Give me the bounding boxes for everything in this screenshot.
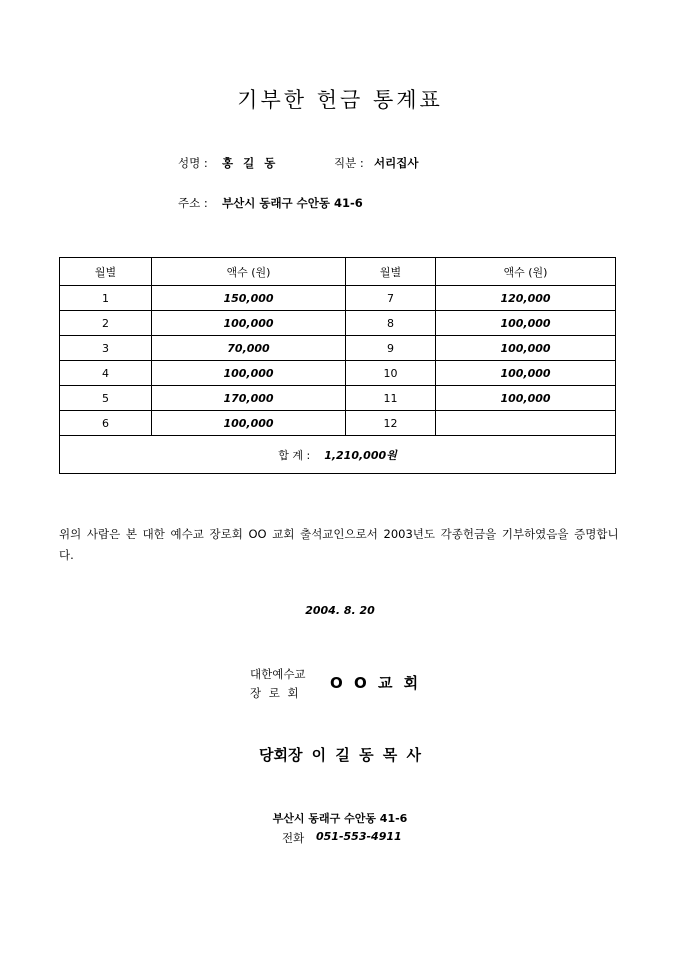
month-cell: 9 bbox=[346, 336, 436, 361]
amount-cell bbox=[436, 411, 616, 436]
total-label: 합 계 : bbox=[278, 448, 311, 462]
amount-cell: 100,000 bbox=[436, 311, 616, 336]
amount-cell: 70,000 bbox=[152, 336, 346, 361]
church-name: O O 교 회 bbox=[330, 674, 422, 692]
month-cell: 11 bbox=[346, 386, 436, 411]
org-line1: 대한예수교 bbox=[250, 667, 306, 681]
name-label: 성명 : bbox=[178, 156, 208, 170]
amount-cell: 170,000 bbox=[152, 386, 346, 411]
header-amount: 액수 (원) bbox=[436, 258, 616, 286]
position-value: 서리집사 bbox=[374, 156, 419, 170]
table-row bbox=[60, 411, 616, 436]
document-title: 기부한 헌금 통계표 bbox=[237, 88, 443, 112]
month-cell: 6 bbox=[60, 411, 152, 436]
table-header-row bbox=[60, 258, 616, 286]
header-amount: 액수 (원) bbox=[152, 258, 346, 286]
header-month: 월별 bbox=[60, 258, 152, 286]
amount-cell: 100,000 bbox=[436, 336, 616, 361]
amount-cell: 120,000 bbox=[436, 286, 616, 311]
month-cell: 5 bbox=[60, 386, 152, 411]
month-cell: 7 bbox=[346, 286, 436, 311]
table-row bbox=[60, 286, 616, 311]
issue-date: 2004. 8. 20 bbox=[305, 604, 375, 617]
name-value: 홍 길 동 bbox=[222, 156, 276, 170]
address-label: 주소 : bbox=[178, 196, 208, 210]
position-label: 직분 : bbox=[334, 156, 364, 170]
table-row bbox=[60, 336, 616, 361]
month-cell: 4 bbox=[60, 361, 152, 386]
phone-label: 전화 bbox=[282, 831, 305, 845]
org-line2: 장 로 회 bbox=[250, 686, 301, 700]
month-cell: 12 bbox=[346, 411, 436, 436]
footer-address: 부산시 동래구 수안동 41-6 bbox=[272, 812, 408, 825]
month-cell: 8 bbox=[346, 311, 436, 336]
phone-value: 051-553-4911 bbox=[316, 830, 402, 843]
total-value: 1,210,000원 bbox=[324, 448, 397, 462]
amount-cell: 100,000 bbox=[152, 361, 346, 386]
certification-paragraph: 위의 사람은 본 대한 예수교 장로회 OO 교회 출석교인으로서 2003년도 각종헌금을 기부하였음을 증명합니다. bbox=[59, 527, 619, 562]
month-cell: 2 bbox=[60, 311, 152, 336]
donation-table bbox=[59, 257, 616, 474]
address-value: 부산시 동래구 수안동 41-6 bbox=[222, 196, 363, 210]
table-row bbox=[60, 311, 616, 336]
amount-cell: 100,000 bbox=[436, 386, 616, 411]
table-row bbox=[60, 361, 616, 386]
month-cell: 10 bbox=[346, 361, 436, 386]
amount-cell: 100,000 bbox=[436, 361, 616, 386]
total-row bbox=[60, 436, 616, 474]
month-cell: 1 bbox=[60, 286, 152, 311]
amount-cell: 100,000 bbox=[152, 411, 346, 436]
header-month: 월별 bbox=[346, 258, 436, 286]
amount-cell: 150,000 bbox=[152, 286, 346, 311]
amount-cell: 100,000 bbox=[152, 311, 346, 336]
signer: 당회장 이 길 동 목 사 bbox=[258, 746, 422, 764]
month-cell: 3 bbox=[60, 336, 152, 361]
table-row bbox=[60, 386, 616, 411]
